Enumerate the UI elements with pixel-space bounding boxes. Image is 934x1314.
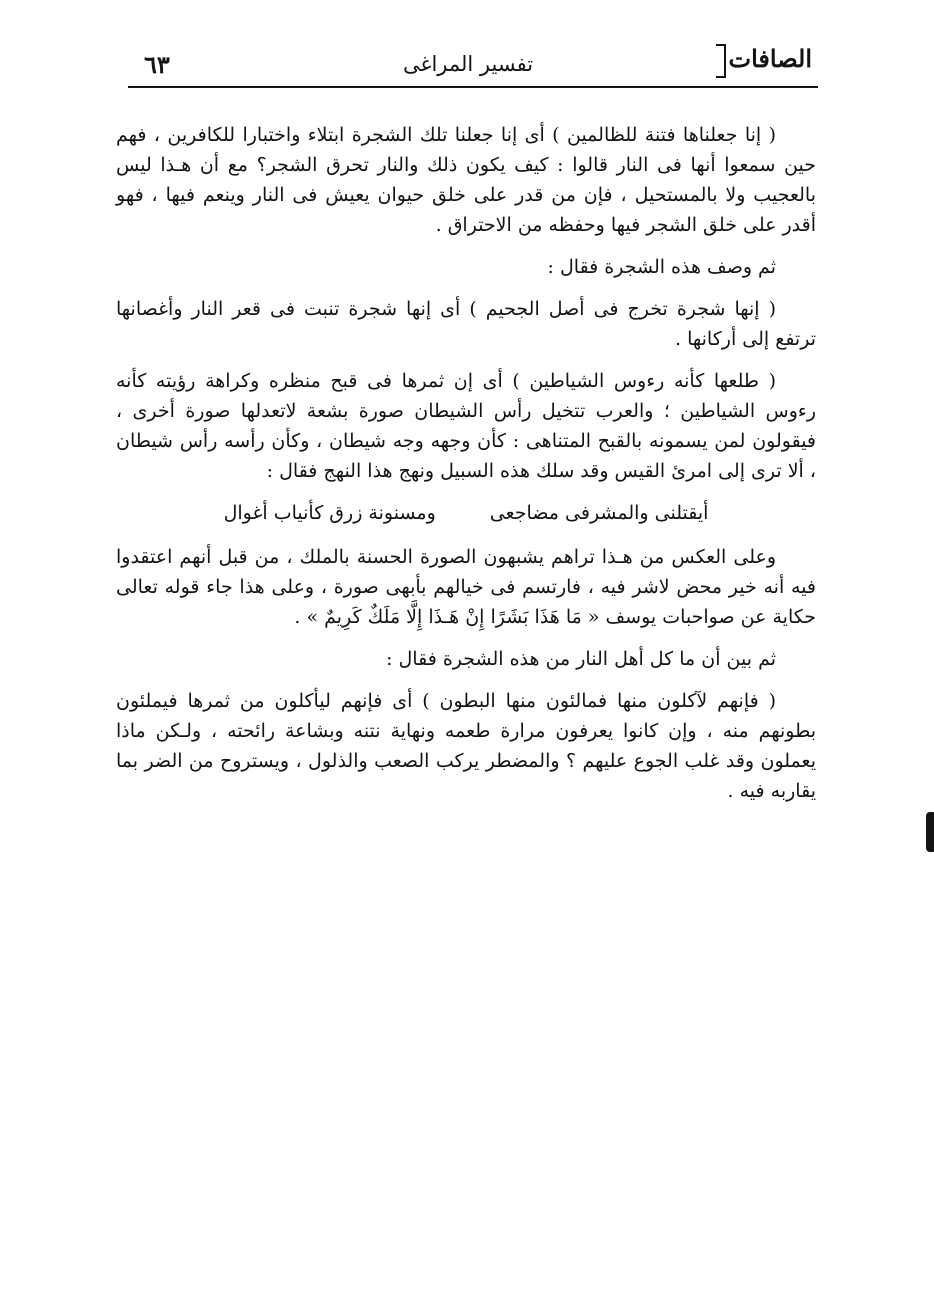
paragraph-2: ثم وصف هذه الشجرة فقال : bbox=[547, 256, 776, 278]
book-title: تفسير المراغى bbox=[402, 52, 534, 76]
surah-name: الصافات bbox=[728, 44, 812, 73]
poetry-verse bbox=[116, 498, 816, 528]
scan-edge-mark bbox=[926, 812, 934, 852]
header-bracket bbox=[716, 44, 726, 78]
paragraph-7: ( فإنهم لآكلون منها فمالئون منها البطون ) أى فإنهم ليأكلون من ثمرها فيملئون بطونهم منه ، وإن كانوا يعرفون مرارة طعمه ونهاية نتنه وبشاعة رائحته ، ولـكن ماذا يعملون وقد غلب الجوع عليهم ؟ والمضطر يركب الصعب والذلول ، ويستروح من الضر بما يقاربه فيه . bbox=[116, 690, 816, 802]
paragraph-5: وعلى العكس من هـذا تراهم يشبهون الصورة الحسنة بالملك ، من قبل أنهم اعتقدوا فيه أنه خير محض لاشر فيه ، فارتسم فى خيالهم بأبهى صورة ، وعلى هذا جاء قوله تعالى حكاية عن صواحبات يوسف « مَا هَذَا بَشَرًا إِنْ هَـذَا إِلَّا مَلَكٌ كَرِيمٌ » . bbox=[116, 546, 816, 628]
page-body bbox=[116, 120, 816, 818]
header-rule bbox=[128, 86, 818, 88]
verse-second-hemistich: ومسنونة زرق كأنياب أغوال bbox=[223, 502, 436, 524]
page-number: ٦٣ bbox=[144, 50, 170, 79]
paragraph-6: ثم بين أن ما كل أهل النار من هذه الشجرة فقال : bbox=[386, 648, 776, 670]
verse-first-hemistich: أيقتلنى والمشرفى مضاجعى bbox=[489, 502, 709, 524]
paragraph-4: ( طلعها كأنه رءوس الشياطين ) أى إن ثمرها فى قبح منظره وكراهة رؤيته كأنه رءوس الشياطين ؛ والعرب تتخيل رأس الشيطان صورة بشعة لاتعدلها صورة أخرى ، فيقولون لمن يسمونه بالقبح المتناهى : كأن وجهه وجه شيطان ، وكأن رأسه رأس شيطان ، ألا ترى إلى امرئ القيس وقد سلك هذه السبيل ونهج هذا النهج فقال : bbox=[116, 370, 816, 482]
page-header bbox=[118, 38, 818, 90]
paragraph-3: ( إنها شجرة تخرج فى أصل الجحيم ) أى إنها شجرة تنبت فى قعر النار وأغصانها ترتفع إلى أركانها . bbox=[116, 298, 816, 350]
paragraph-1: ( إنا جعلناها فتنة للظالمين ) أى إنا جعلنا تلك الشجرة ابتلاء واختبارا للكافرين ، فهم حين سمعوا أنها فى النار قالوا : كيف يكون ذلك والنار تحرق الشجر؟ مع أن هـذا ليس بالعجيب ولا بالمستحيل ، فإن من قدر على خلق حيوان يعيش فى النار وينعم فيها ، فهو أقدر على خلق الشجر فيها وحفظه من الاحتراق . bbox=[116, 124, 816, 236]
